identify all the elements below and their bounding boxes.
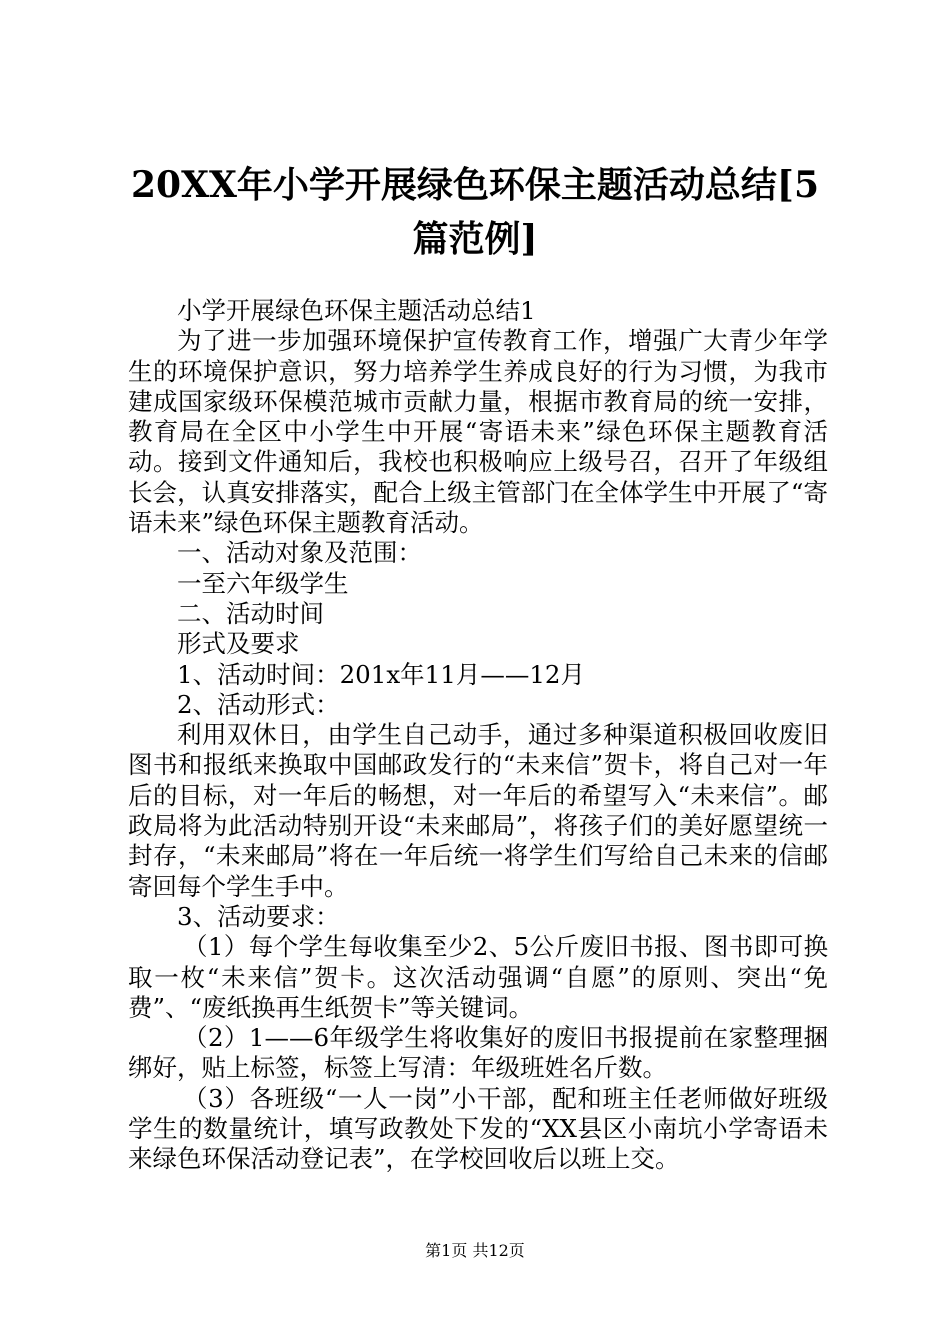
document-title: 20XX年小学开展绿色环保主题活动总结[5篇范例] — [130, 164, 820, 260]
paragraph: 形式及要求 — [177, 629, 300, 659]
section-heading: 一、活动对象及范围： — [177, 538, 422, 568]
list-item: 2、活动形式： — [177, 689, 340, 719]
section-heading: 二、活动时间 — [177, 598, 324, 628]
document-body — [128, 296, 828, 1175]
list-item: 1、活动时间：201x年11月——12月 — [177, 659, 586, 689]
list-item: 3、活动要求： — [177, 901, 340, 931]
paragraph: 为了进一步加强环境保护宣传教育工作，增强广大青少年学生的环境保护意识，努力培养学生养成良好的行为习惯，为我市建成国家级环保模范城市贡献力量，根据市教育局的统一安排，教育局在全区中小学生中开展“寄语未来”绿色环保主题教育活动。接到文件通知后，我校也积极响应上级号召，召开了年级组长会，认真安排落实，配合上级主管部门在全体学生中开展了“寄语未来”绿色环保主题教育活动。 — [128, 326, 828, 538]
paragraph: （3）各班级“一人一岗”小干部，配和班主任老师做好班级学生的数量统计，填写政教处下发的“XX县区小南坑小学寄语未来绿色环保活动登记表”，在学校回收后以班上交。 — [128, 1083, 828, 1174]
section-heading: 小学开展绿色环保主题活动总结1 — [177, 296, 536, 325]
paragraph: （2）1——6年级学生将收集好的废旧书报提前在家整理捆绑好，贴上标签，标签上写清：年级班姓名斤数。 — [128, 1023, 828, 1083]
paragraph: 一至六年级学生 — [177, 568, 349, 598]
paragraph: 利用双休日，由学生自己动手，通过多种渠道积极回收废旧图书和报纸来换取中国邮政发行的“未来信”贺卡，将自己对一年后的目标，对一年后的畅想，对一年后的希望写入“未来信”。邮政局将为此活动特别开设“未来邮局”，将孩子们的美好愿望统一封存，“未来邮局”将在一年后统一将学生们写给自己未来的信邮寄回每个学生手中。 — [128, 720, 828, 901]
paragraph: （1）每个学生每收集至少2、5公斤废旧书报、图书即可换取一枚“未来信”贺卡。这次活动强调“自愿”的原则、突出“免费”、“废纸换再生纸贺卡”等关键词。 — [128, 932, 828, 1022]
page-footer: 第1页 共12页 — [425, 1241, 525, 1260]
